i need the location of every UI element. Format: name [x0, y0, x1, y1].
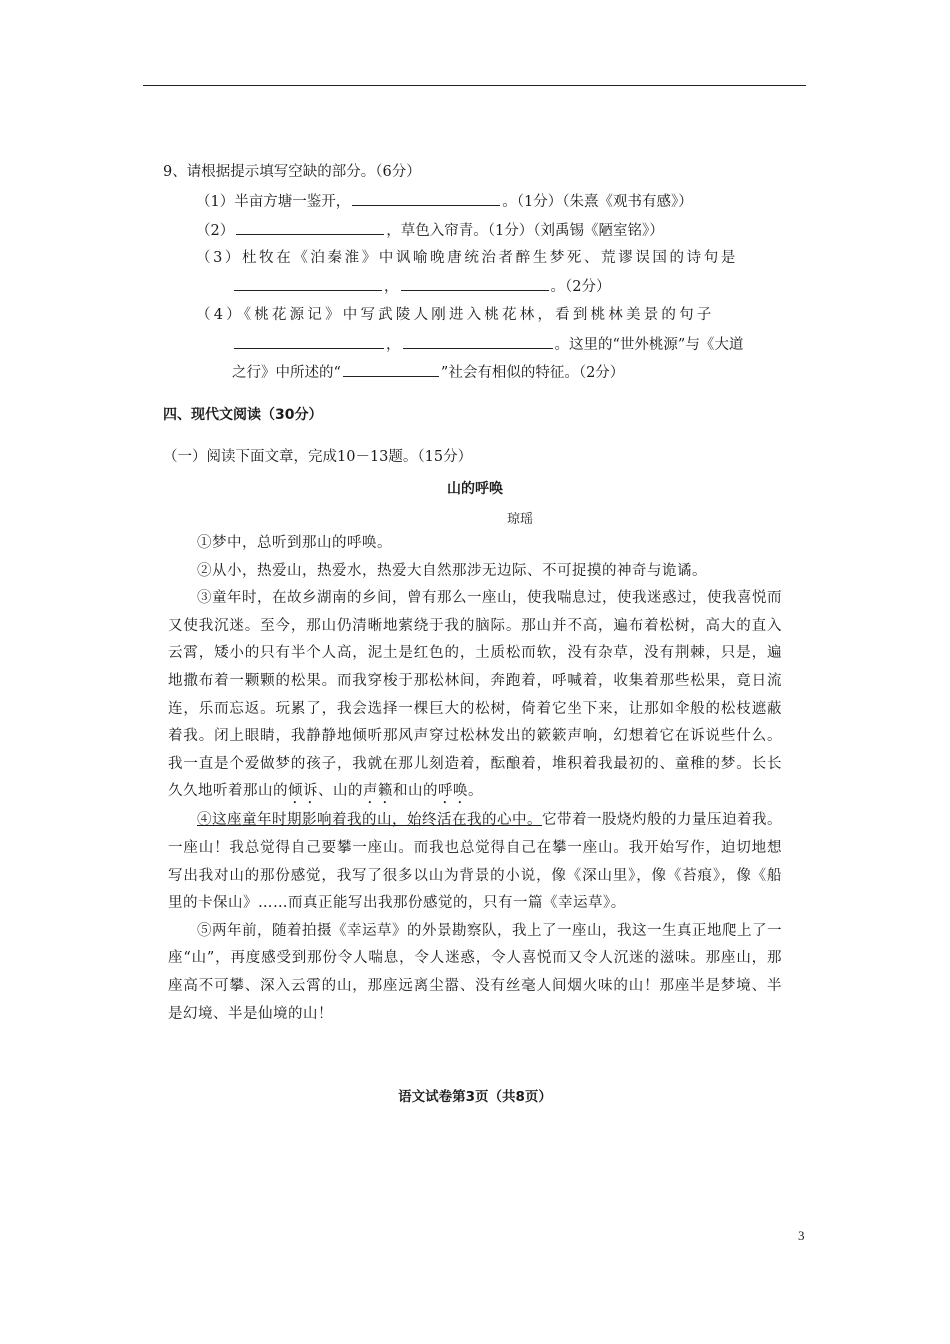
q9-item-3: （3）杜牧在《泊秦淮》中讽喻晚唐统治者醉生梦死、荒谬误国的诗句是: [196, 250, 738, 266]
p3-emph-3: 呼唤: [438, 783, 468, 800]
p3-emph-2: 声籁: [363, 783, 393, 800]
p3-mid-2: 和山的: [393, 783, 438, 800]
answer-blank[interactable]: [401, 276, 549, 291]
article-paragraph-1: ①梦中，总听到那山的呼唤。: [197, 535, 392, 551]
article-author: 琼瑶: [506, 512, 533, 527]
answer-blank[interactable]: [343, 362, 439, 377]
p3-text: ③童年时，在故乡湖南的乡间，曾有那么一座山，使我喘息过，使我迷惑过，使我喜悦而又使我沉迷。至今，那山仍清晰地萦绕于我的脑际。那山并不高，遍布着松树，高大的直入云霄，矮小的只有半个人高，泥土是红色的，土质松而软，没有杂草，没有荆棘，只是，遍地撒布着一颗颗的松果。而我穿梭于那松林间，奔跑着，呼喊着，收集着那些松果，竟日流连，乐而忘返。玩累了，我会选择一棵巨大的松树，倚着它坐下来，让那如伞般的松枝遮蔽着我。闭上眼睛，我静静地倾听那风声穿过松林发出的簌簌声响，幻想着它在诉说些什么。我一直是个爱做梦的孩子，我就在那儿刻造着，酝酿着，堆积着我最初的、童稚的梦。长长久久地听着那山的: [168, 590, 782, 800]
q9-item-3-tail: 。（2分）: [550, 279, 611, 295]
page-number: 3: [798, 1228, 805, 1243]
article-title: 山的呼唤: [447, 481, 503, 497]
q9-item-4: （4）《桃花源记》中写武陵人刚进入桃花林，看到桃林美景的句子: [196, 307, 715, 323]
page-footer: 语文试卷第3页（共8页）: [398, 1089, 552, 1105]
q9-item-4-line3: [232, 362, 624, 383]
answer-blank[interactable]: [234, 334, 384, 349]
q9-item-4-blanks: [232, 334, 743, 355]
article-paragraph-5: ⑤两年前，随着拍摄《幸运草》的外景勘察队，我上了一座山，我这一生真正地爬上了一座“山”，再度感受到那份令人喘息，令人迷惑，令人喜悦而又令人沉迷的滋味。那座山，那座高不可攀、深入云霄的山，那座远离尘嚣、没有丝毫人间烟火味的山！那座半是梦境、半是幻境、半是仙境的山！: [168, 922, 782, 1022]
article-paragraph-4: [168, 807, 782, 917]
q9-item-2: [196, 220, 664, 241]
q9-item-3-blanks: [232, 276, 610, 297]
q9-item-4-line3-prefix: 之行》中所述的“: [232, 365, 341, 381]
answer-blank[interactable]: [236, 220, 384, 235]
article-body: [168, 530, 782, 1028]
q9-item-1-prefix: （1）半亩方塘一鉴开，: [196, 194, 351, 210]
p4-rest: 它带着一股烧灼般的力量压迫着我。一座山！我总觉得自己要攀一座山。而我也总觉得自己在攀一座山。我开始写作，迫切地想写出我对山的那份感觉，我写了很多以山为背景的小说，像《深山里》，像《苔痕》，像《船里的卡保山》……而真正能写出我那份感觉的，只有一篇《幸运草》。: [168, 812, 782, 912]
q9-item-3-sep: ，: [384, 279, 399, 295]
answer-blank[interactable]: [403, 334, 553, 349]
answer-blank[interactable]: [352, 191, 500, 206]
q9-item-4-after: 。这里的“世外桃源”与《大道: [554, 337, 744, 353]
section-4-sub1: （一）阅读下面文章，完成10－13题。（15分）: [163, 449, 473, 465]
section-4-heading: 四、现代文阅读（30分）: [163, 407, 323, 423]
p3-end: 。: [468, 783, 483, 800]
q9-item-1-suffix: 。（1分）（朱熹《观书有感》）: [502, 194, 693, 210]
article-paragraph-2: ②从小，热爱山，热爱水，热爱大自然那涉无边际、不可捉摸的神奇与诡谲。: [197, 562, 707, 579]
q9-item-2-suffix: ，草色入帘青。（1分）（刘禹锡《陋室铭》）: [386, 223, 664, 239]
p3-mid-1: 、山的: [318, 783, 363, 800]
p3-emph-1: 倾诉: [288, 783, 318, 800]
header-rule: [143, 85, 806, 86]
p4-underlined-sentence: ④这座童年时期影响着我的山，始终活在我的心中。: [197, 812, 542, 829]
q9-stem: 9、请根据提示填写空缺的部分。（6分）: [163, 164, 421, 180]
q9-item-4-sep: ，: [386, 337, 401, 353]
q9-item-1: [196, 191, 693, 212]
q9-item-2-prefix: （2）: [196, 223, 235, 239]
article-paragraph-3: [168, 585, 782, 807]
answer-blank[interactable]: [234, 276, 382, 291]
q9-item-4-line3-suffix: ”社会有相似的特征。（2分）: [440, 365, 625, 381]
